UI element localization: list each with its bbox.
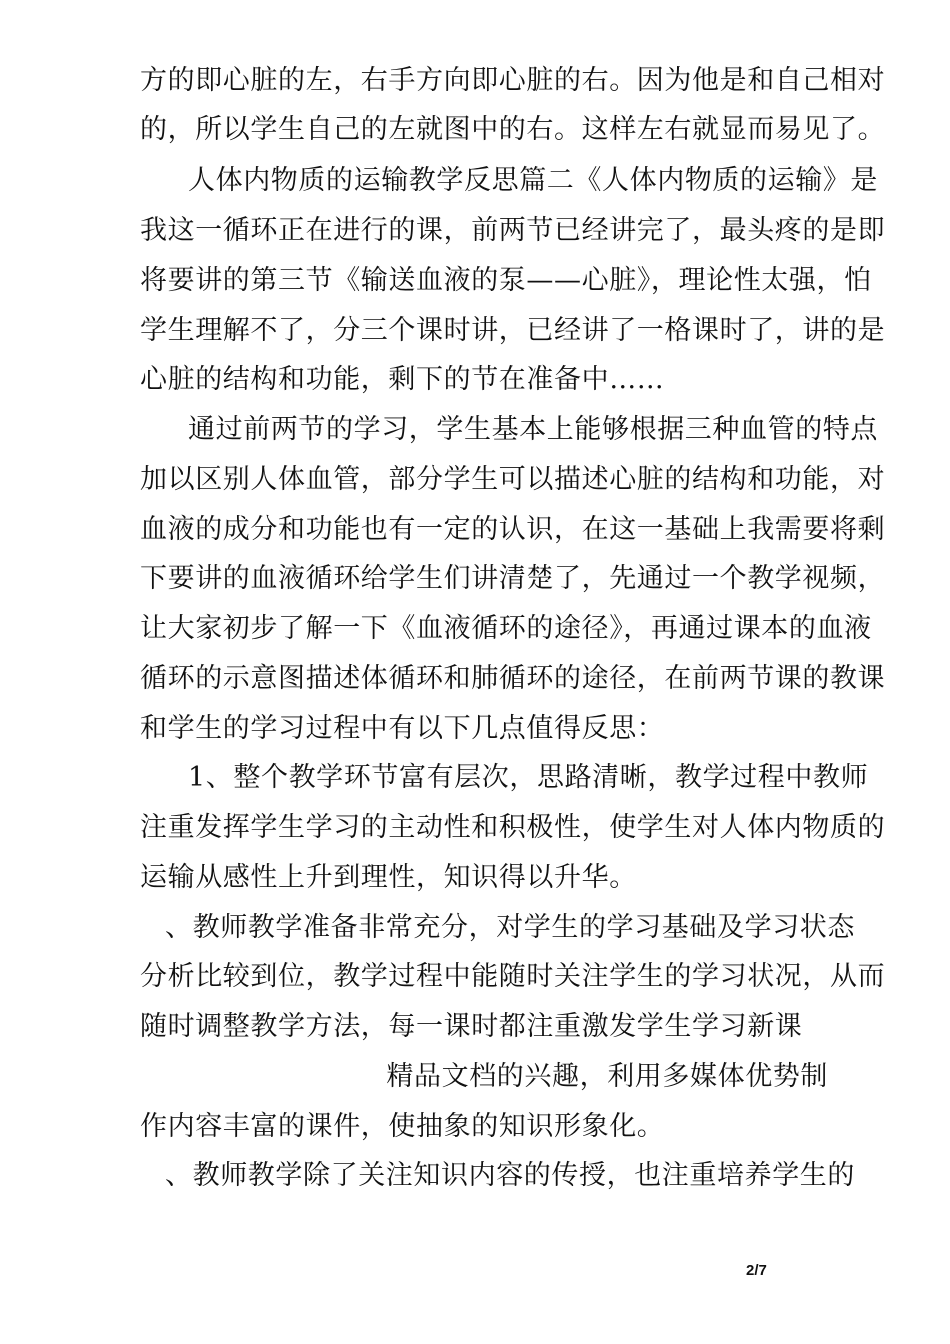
text-line: 我这一循环正在进行的课，前两节已经讲完了，最头疼的是即: [140, 215, 886, 246]
text-line: 方的即心脏的左，右手方向即心脏的右。因为他是和自己相对: [140, 65, 886, 96]
text-line: 的，所以学生自己的左就图中的右。这样左右就显而易见了。: [140, 114, 886, 145]
paragraph-start: 通过前两节的学习，学生基本上能够根据三种血管的特点: [188, 414, 878, 445]
text-line: 精品文档的兴趣，利用多媒体优势制: [386, 1061, 828, 1092]
paragraph-start: 、教师教学准备非常充分，对学生的学习基础及学习状态: [165, 912, 855, 943]
text-line: 将要讲的第三节《输送血液的泵——心脏》，理论性太强，怕: [140, 265, 872, 296]
text-line: 心脏的结构和功能，剩下的节在准备中……: [140, 364, 665, 395]
text-line: 和学生的学习过程中有以下几点值得反思：: [140, 713, 665, 744]
paragraph-start: 1、整个教学环节富有层次，思路清晰，教学过程中教师: [188, 762, 869, 793]
text-line: 注重发挥学生学习的主动性和积极性，使学生对人体内物质的: [140, 812, 886, 843]
text-line: 加以区别人体血管，部分学生可以描述心脏的结构和功能，对: [140, 464, 886, 495]
text-line: 分析比较到位，教学过程中能随时关注学生的学习状况，从而: [140, 961, 886, 992]
text-line: 让大家初步了解一下《血液循环的途径》，再通过课本的血液: [140, 613, 872, 644]
text-line: 作内容丰富的课件，使抽象的知识形象化。: [140, 1111, 665, 1142]
text-line: 循环的示意图描述体循环和肺循环的途径，在前两节课的教课: [140, 663, 886, 694]
text-line: 血液的成分和功能也有一定的认识，在这一基础上我需要将剩: [140, 514, 886, 545]
text-line: 随时调整教学方法，每一课时都注重激发学生学习新课: [140, 1011, 803, 1042]
text-line: 学生理解不了，分三个课时讲，已经讲了一格课时了，讲的是: [140, 315, 886, 346]
paragraph-start: 、教师教学除了关注知识内容的传授，也注重培养学生的: [165, 1160, 855, 1191]
paragraph-start: 人体内物质的运输教学反思篇二《人体内物质的运输》是: [188, 165, 878, 196]
page-number: 2/7: [746, 1262, 767, 1279]
text-line: 下要讲的血液循环给学生们讲清楚了，先通过一个教学视频，: [140, 563, 886, 594]
text-line: 运输从感性上升到理性，知识得以升华。: [140, 862, 637, 893]
